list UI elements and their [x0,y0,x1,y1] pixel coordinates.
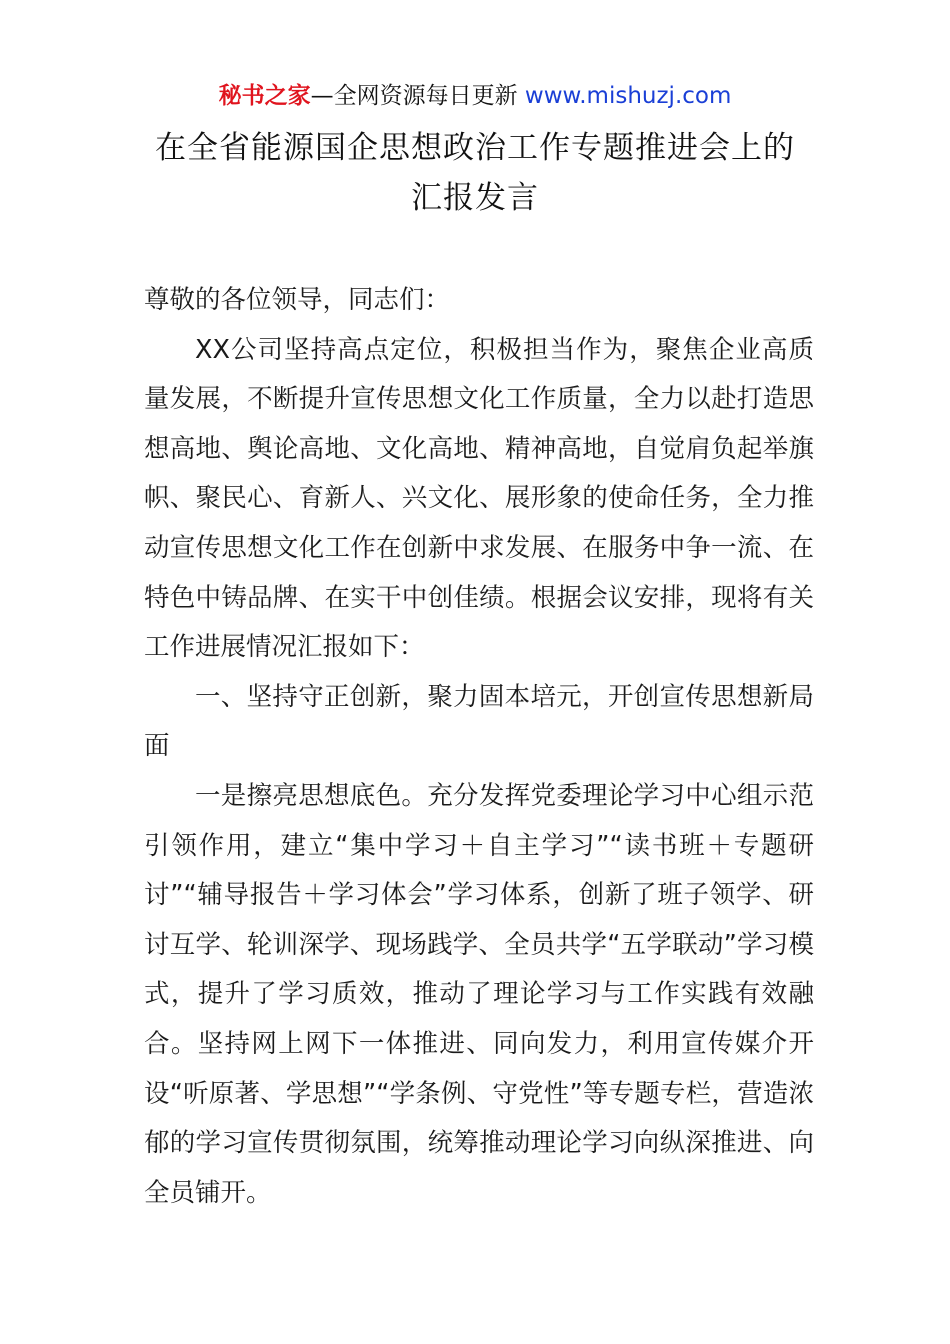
site-banner [0,80,950,112]
site-url-link[interactable]: www.mishuzj.com [524,83,732,109]
document-title-line2: 汇报发言 [411,180,539,216]
paragraph-section-1-item-1: 一是擦亮思想底色。充分发挥党委理论学习中心组示范引领作用，建立“集中学习＋自主学习”“读书班＋专题研讨”“辅导报告＋学习体会”学习体系，创新了班子领学、研讨互学、轮训深学、现场践学、全员共学“五学联动”学习模式，提升了学习质效，推动了理论学习与工作实践有效融合。坚持网上网下一体推进、同向发力，利用宣传媒介开设“听原著、学思想”“学条例、守党性”等专题专栏，营造浓郁的学习宣传贯彻氛围，统筹推动理论学习向纵深推进、向全员铺开。 [144,780,814,1208]
document-body [144,276,814,1218]
paragraph-intro: XX公司坚持高点定位，积极担当作为，聚焦企业高质量发展，不断提升宣传思想文化工作质量，全力以赴打造思想高地、舆论高地、文化高地、精神高地，自觉肩负起举旗帜、聚民心、育新人、兴文化、展形象的使命任务，全力推动宣传思想文化工作在创新中求发展、在服务中争一流、在特色中铸品牌、在实干中创佳绩。根据会议安排，现将有关工作进展情况汇报如下： [144,334,814,663]
brand-name: 秘书之家 [218,83,311,109]
section-heading-1: 一、坚持守正创新，聚力固本培元，开创宣传思想新局面 [144,681,814,762]
document-title-line1: 在全省能源国企思想政治工作专题推进会上的 [155,130,795,166]
banner-tagline: —全网资源每日更新 [310,83,518,109]
salutation: 尊敬的各位领导，同志们： [144,285,451,315]
